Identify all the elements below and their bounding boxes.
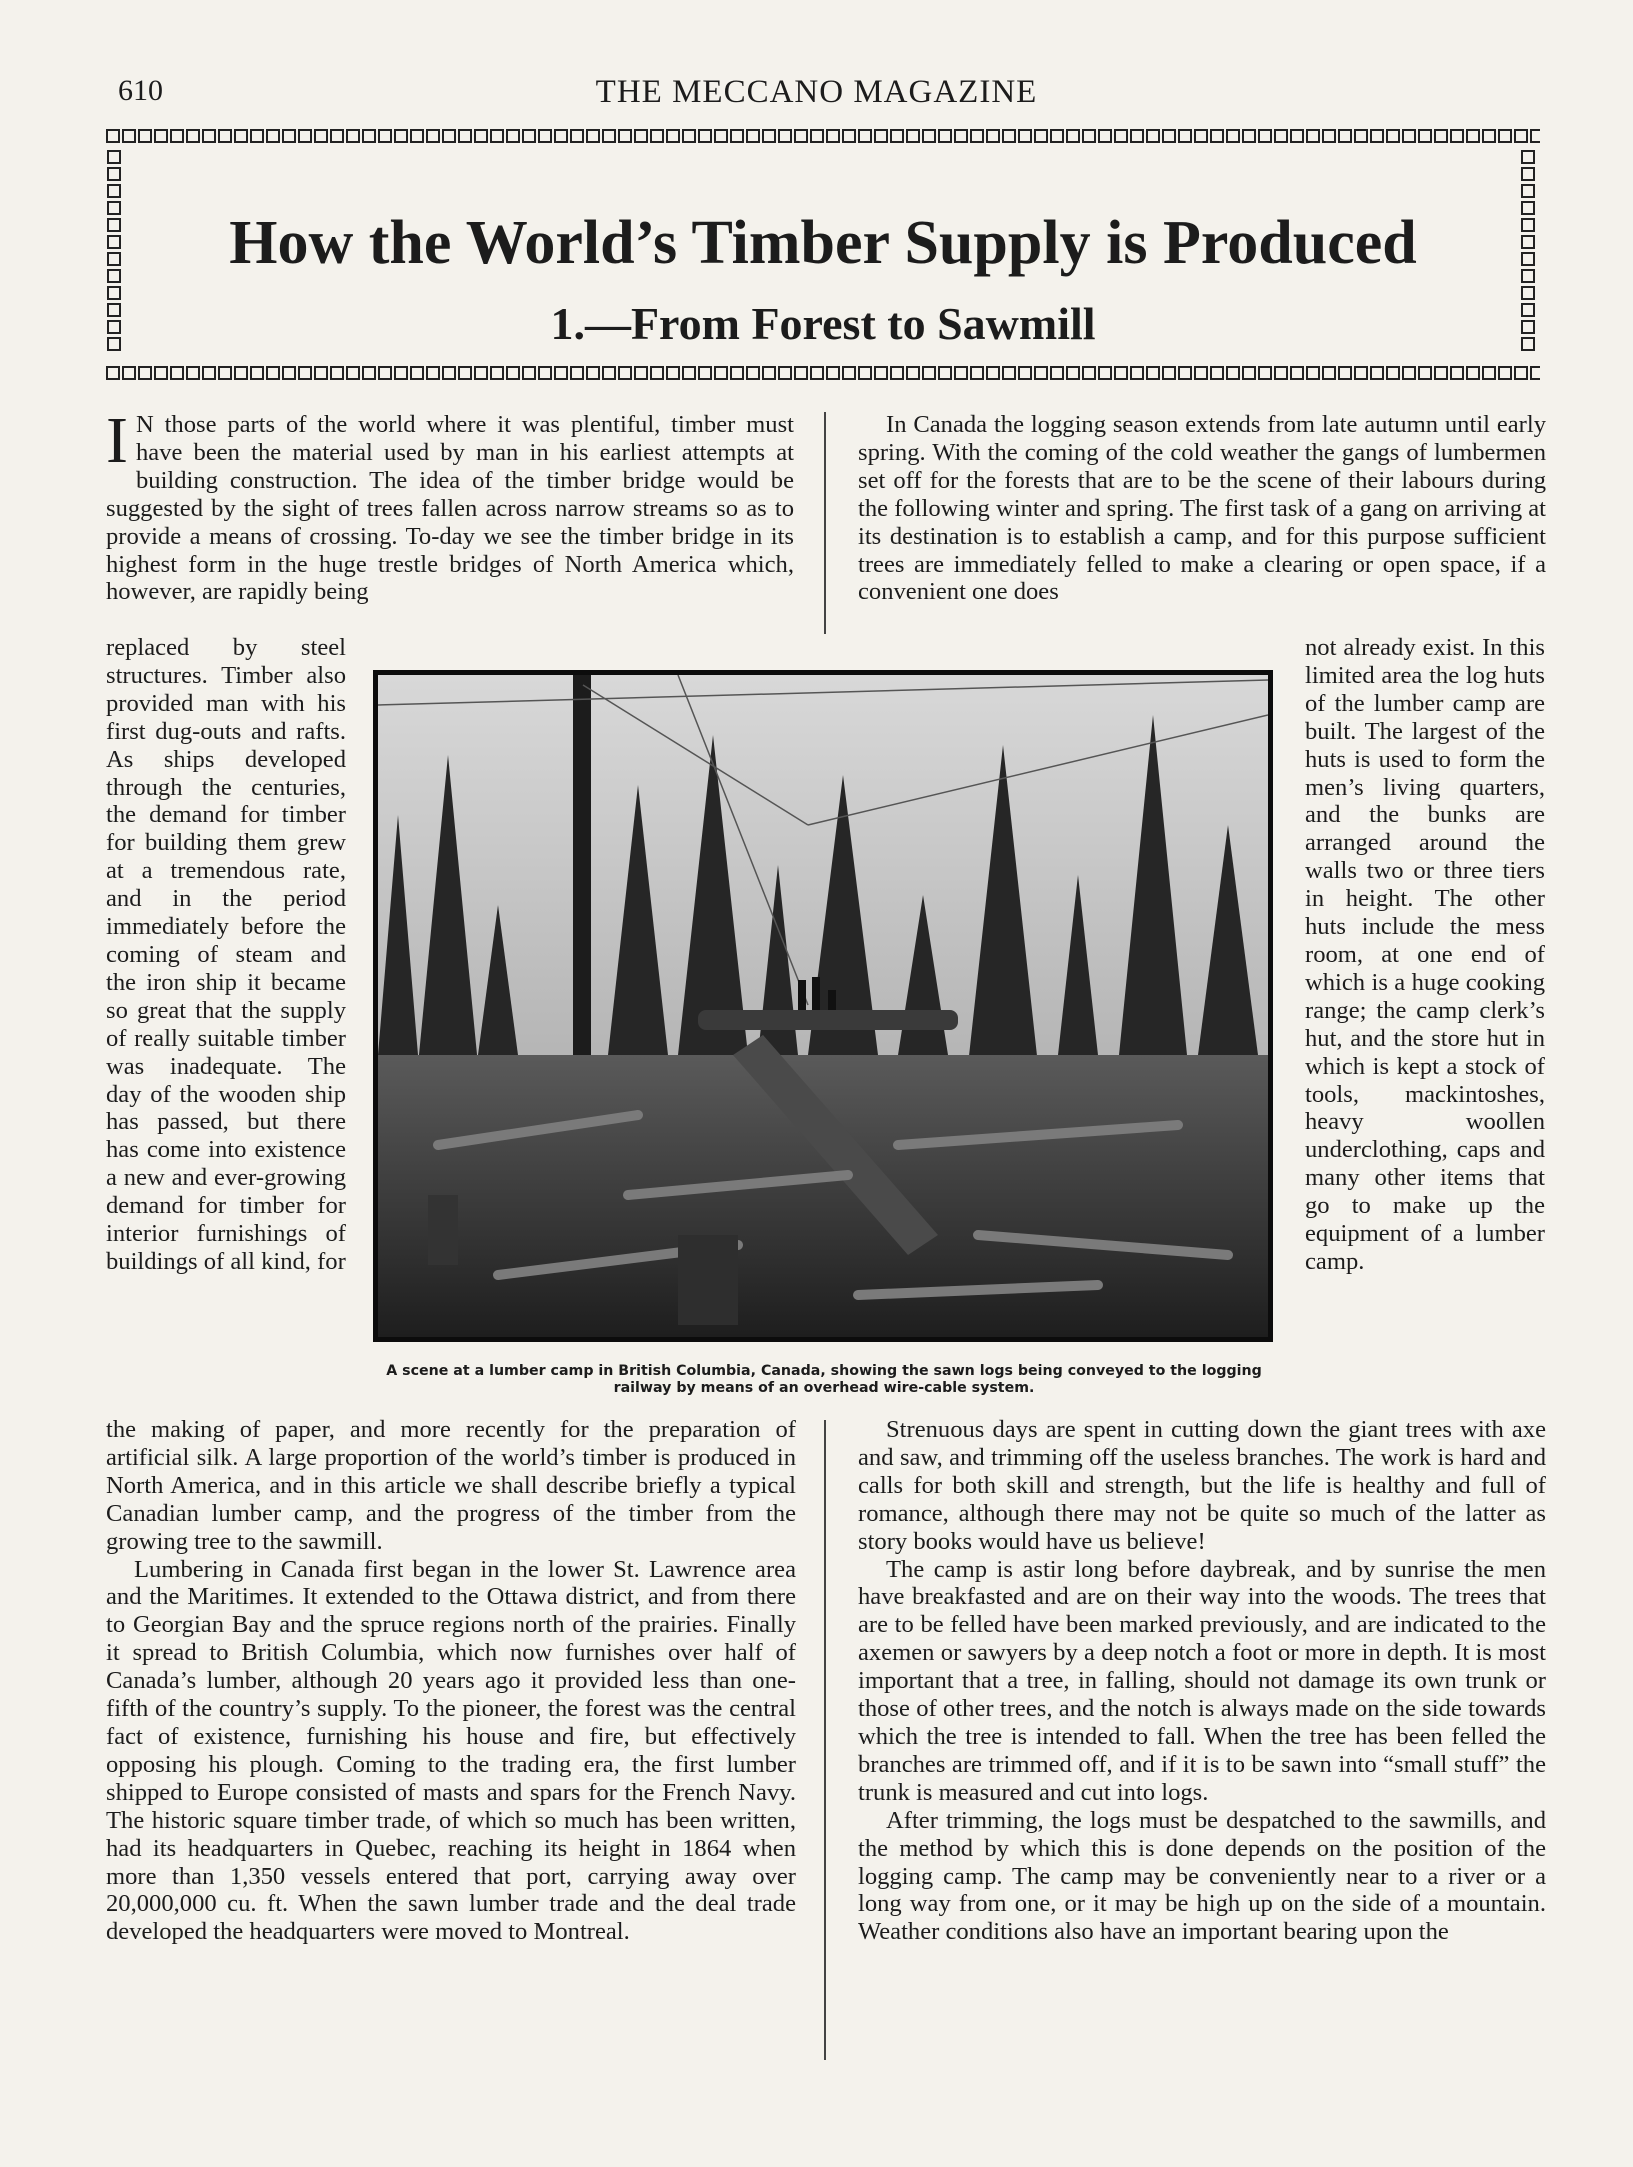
ornament-square [1194, 129, 1208, 143]
ornament-square [1290, 129, 1304, 143]
ornament-square [490, 366, 504, 380]
ornament-square [122, 129, 136, 143]
ornament-square [698, 129, 712, 143]
photo-illustration [378, 675, 1268, 1337]
ornament-square [618, 129, 632, 143]
paragraph: not already exist. In this limited area the log huts of the lumber camp are built. The largest of the huts is used to form the men’s living quarters, and the bunks are arranged around the walls two or three tiers in height. The other huts include the mess room, at one end of which is a huge cooking range; the camp clerk’s hut, and the store hut in which is kept a stock of tools, mackintoshes, heavy woollen underclothing, caps and many other items that go to make up the equipment of a lumber camp. [1305, 634, 1545, 1275]
ornament-square [714, 366, 728, 380]
paragraph: After trimming, the logs must be despatched to the sawmills, and the method by which this is done depends on the position of the logging camp. The camp may be conveniently near to a river or a long way from one, or it may be high up on the side of a mountain. Weather conditions also have an important bearing upon the [858, 1806, 1546, 1946]
ornament-square [1354, 129, 1368, 143]
ornament-square [842, 129, 856, 143]
ornament-square [282, 129, 296, 143]
ornament-square [938, 129, 952, 143]
ornament-square [1498, 129, 1512, 143]
ornament-square [1002, 129, 1016, 143]
ornament-square [410, 366, 424, 380]
ornament-square [1082, 366, 1096, 380]
ornament-square [1402, 129, 1416, 143]
ornament-square [1386, 366, 1400, 380]
ornament-square [650, 129, 664, 143]
ornament-square [538, 129, 552, 143]
ornament-square [107, 150, 121, 164]
ornament-square [202, 366, 216, 380]
ornament-square [586, 366, 600, 380]
ornament-square [1418, 366, 1432, 380]
ornament-square [218, 129, 232, 143]
ornament-square [1322, 366, 1336, 380]
ornament-square [1274, 366, 1288, 380]
ornament-square [858, 366, 872, 380]
ornament-square [1450, 129, 1464, 143]
right-column-narrow [1305, 634, 1545, 1276]
ornament-square [170, 129, 184, 143]
ornament-square [810, 366, 824, 380]
ornament-square [330, 129, 344, 143]
ornament-square [266, 366, 280, 380]
ornament-square [922, 129, 936, 143]
ornament-square [1370, 129, 1384, 143]
stump [678, 1235, 738, 1325]
ornament-square [682, 366, 696, 380]
ornament-square [1290, 366, 1304, 380]
ornament-square [458, 129, 472, 143]
ornament-square [1274, 129, 1288, 143]
ornament-square [1338, 366, 1352, 380]
ornament-square [1162, 129, 1176, 143]
ornament-square [762, 129, 776, 143]
ornament-square [554, 129, 568, 143]
ornament-square [122, 366, 136, 380]
ornament-square [922, 366, 936, 380]
ornament-square [1354, 366, 1368, 380]
ornament-square [602, 366, 616, 380]
right-column-top [858, 411, 1546, 606]
ornament-square [1498, 366, 1512, 380]
ornament-square [1306, 129, 1320, 143]
ornament-square [1130, 129, 1144, 143]
ornament-square [138, 366, 152, 380]
ornament-square [330, 366, 344, 380]
ornament-square [410, 129, 424, 143]
ornament-square [906, 366, 920, 380]
ornament-square [954, 129, 968, 143]
ornament-square [570, 366, 584, 380]
ornament-square [666, 366, 680, 380]
lumber-camp-photo [373, 670, 1273, 1342]
ornament-square [1521, 167, 1535, 181]
ornament-square [762, 366, 776, 380]
caption-line: railway by means of an overhead wire-cable system. [613, 1380, 1035, 1396]
ornament-square [970, 366, 984, 380]
ornament-square [1034, 129, 1048, 143]
ornament-square [778, 366, 792, 380]
article-subtitle: 1.—From Forest to Sawmill [550, 298, 1096, 349]
ornament-square [1034, 366, 1048, 380]
ornament-square [682, 129, 696, 143]
ornament-square [1434, 366, 1448, 380]
ornament-square [970, 129, 984, 143]
ornament-square [570, 129, 584, 143]
right-column-bottom [858, 1416, 1546, 1946]
ornament-square [218, 366, 232, 380]
ornament-square [522, 366, 536, 380]
ornament-square [1482, 366, 1496, 380]
ornament-square [986, 366, 1000, 380]
ornament-square [282, 366, 296, 380]
ornament-square [634, 129, 648, 143]
ornament-square [890, 366, 904, 380]
ornament-square [1258, 366, 1272, 380]
ornament-square [378, 129, 392, 143]
ornament-square [490, 129, 504, 143]
ornament-square [1162, 366, 1176, 380]
ornament-square [1370, 366, 1384, 380]
ornament-square [602, 129, 616, 143]
ornament-square [506, 366, 520, 380]
paragraph: Strenuous days are spent in cutting down the giant trees with axe and saw, and trimming off the useless branches. The work is hard and calls for both skill and strength, but the life is healthy and full of romance, although there may not be quite so much of the latter as story books would have us believe! [858, 1416, 1546, 1555]
ornament-square [986, 129, 1000, 143]
ornament-square [522, 129, 536, 143]
paragraph: replaced by steel structures. Timber also provided man with his first dug-outs and rafts. As ships developed through the centuries, the demand for timber for building them grew at a tremendous rate, and in the period immediately before the coming of steam and the iron ship it became so great that the supply of really suitable timber was inadequate. The day of the wooden ship has passed, but there has come into existence a new and ever-growing demand for timber for interior furnishings of buildings of all kind, for [106, 634, 346, 1275]
ornament-square [1098, 366, 1112, 380]
ornament-square [250, 366, 264, 380]
ornament-square [1146, 366, 1160, 380]
ornament-square [1434, 129, 1448, 143]
ornament-square [362, 129, 376, 143]
ornament-square [1258, 129, 1272, 143]
ornament-square [1466, 366, 1480, 380]
ornament-square [698, 366, 712, 380]
ornament-square [314, 129, 328, 143]
ornament-square [794, 129, 808, 143]
ornament-square [1018, 129, 1032, 143]
ornament-square [1514, 129, 1528, 143]
ornament-square [266, 129, 280, 143]
ornament-square [1226, 366, 1240, 380]
ornament-square [442, 366, 456, 380]
ornament-square [426, 129, 440, 143]
ornament-square [234, 366, 248, 380]
ornament-square [1066, 129, 1080, 143]
ornament-square [666, 129, 680, 143]
ornament-square [778, 129, 792, 143]
ornament-square [634, 366, 648, 380]
ornament-square [170, 366, 184, 380]
ornament-square [554, 366, 568, 380]
ornament-square [794, 366, 808, 380]
ornament-square [1530, 366, 1540, 380]
paragraph: Lumbering in Canada first began in the lower St. Lawrence area and the Maritimes. It extended to the Ottawa district, and from there to Georgian Bay and the spruce regions north of the prairies. Finally it spread to British Columbia, which now furnishes over half of Canada’s lumber, although 20 years ago it provided less than one-fifth of the country’s supply. To the pioneer, the forest was the central fact of existence, furnishing his house and fire, but effectively opposing his plough. Coming to the trading era, the first lumber shipped to Europe consisted of masts and spars for the French Navy. The historic square timber trade, of which so much has been written, had its headquarters in Quebec, reaching its height in 1864 when more than 1,350 vessels entered that port, carrying away over 20,000,000 cu. ft. When the sawn lumber trade and the deal trade developed the headquarters were moved to Montreal. [106, 1555, 796, 1946]
ornament-square [1178, 129, 1192, 143]
ornament-square [1146, 129, 1160, 143]
caption-line: A scene at a lumber camp in British Columbia, Canada, showing the sawn logs being conveyed to the logging [386, 1363, 1262, 1379]
ornament-square [1178, 366, 1192, 380]
ornament-square [618, 366, 632, 380]
ornament-square [938, 366, 952, 380]
ornament-square [1386, 129, 1400, 143]
ornament-square [1002, 366, 1016, 380]
ornament-square [346, 366, 360, 380]
ornament-square [394, 366, 408, 380]
ornament-square [474, 129, 488, 143]
ornament-square [250, 129, 264, 143]
ornament-square [650, 366, 664, 380]
paragraph: the making of paper, and more recently for the preparation of artificial silk. A large proportion of the world’s timber is produced in North America, and in this article we shall describe briefly a typical Canadian lumber camp, and the progress of the timber from the growing tree to the sawmill. [106, 1416, 796, 1555]
ornament-square [1418, 129, 1432, 143]
title-box [106, 128, 1540, 385]
photo-caption [372, 1363, 1276, 1397]
paragraph: The camp is astir long before daybreak, and by sunrise the men have breakfasted and are on their way into the woods. The trees that are to be felled have been marked previously, and are indicated to the axemen or sawyers by a deep notch a foot or more in depth. It is most important that a tree, in falling, should not damage its own trunk or those of other trees, and the notch is always made on the side towards which the tree is intended to fall. When the tree has been felled the branches are trimmed off, and if it is to be sawn into “small stuff” the trunk is measured and cut into logs. [858, 1555, 1546, 1806]
ornament-square [458, 366, 472, 380]
ornament-square [746, 129, 760, 143]
ornament-square [874, 366, 888, 380]
ornament-square [1050, 129, 1064, 143]
ornament-square [107, 184, 121, 198]
ornament-square [442, 129, 456, 143]
ornament-square [1482, 129, 1496, 143]
ornament-square [586, 129, 600, 143]
ornament-square [234, 129, 248, 143]
ornament-square [1450, 366, 1464, 380]
paragraph: In Canada the logging season extends from late autumn until early spring. With the coming of the cold weather the gangs of lumbermen set off for the forests that are to be the scene of their labours during the following winter and spring. The first task of a gang on arriving at its destination is to establish a camp, and for this purpose sufficient trees are immediately felled to make a clearing or open space, if a convenient one does [858, 411, 1547, 606]
ornament-square [138, 129, 152, 143]
ornament-square [394, 129, 408, 143]
ornament-square [1114, 366, 1128, 380]
ornament-square [1210, 366, 1224, 380]
ornament-square [1130, 366, 1144, 380]
ornament-square [1082, 129, 1096, 143]
ornament-square [154, 129, 168, 143]
ornament-square [730, 366, 744, 380]
ornament-square [1018, 366, 1032, 380]
ornament-square [298, 366, 312, 380]
ornament-square [426, 366, 440, 380]
ornament-square [730, 129, 744, 143]
ornament-square [506, 129, 520, 143]
magazine-title: THE MECCANO MAGAZINE [595, 74, 1038, 110]
ornament-square [858, 129, 872, 143]
ornament-square [298, 129, 312, 143]
ornament-square [106, 129, 120, 143]
ornament-square [1242, 129, 1256, 143]
ornament-square [314, 366, 328, 380]
left-column-narrow [106, 634, 346, 1276]
ornament-square [1530, 129, 1540, 143]
ornament-border-top [106, 128, 1540, 148]
ornament-square [1322, 129, 1336, 143]
ornament-square [1521, 150, 1535, 164]
article-title: How the World’s Timber Supply is Produced [229, 209, 1417, 277]
ornament-square [1210, 129, 1224, 143]
ornament-square [1402, 366, 1416, 380]
ornament-square [1242, 366, 1256, 380]
ornament-square [1521, 184, 1535, 198]
ornament-square [474, 366, 488, 380]
column-divider [824, 1420, 826, 2060]
left-column-top [106, 404, 794, 606]
page-header [0, 74, 1633, 114]
ornament-square [378, 366, 392, 380]
ornament-border-bottom [106, 365, 1540, 385]
ornament-square [1050, 366, 1064, 380]
ornament-square [202, 129, 216, 143]
ornament-square [154, 366, 168, 380]
ornament-square [1226, 129, 1240, 143]
ornament-square [1338, 129, 1352, 143]
ornament-square [538, 366, 552, 380]
ornament-square [1466, 129, 1480, 143]
suspended-log [698, 1010, 958, 1030]
ornament-square [107, 167, 121, 181]
ornament-square [186, 129, 200, 143]
ornament-square [1114, 129, 1128, 143]
stump [428, 1195, 458, 1265]
page-number: 610 [118, 74, 163, 107]
ornament-square [906, 129, 920, 143]
ornament-square [810, 129, 824, 143]
ornament-square [874, 129, 888, 143]
ornament-square [842, 366, 856, 380]
left-column-bottom [106, 1416, 796, 1946]
ornament-square [714, 129, 728, 143]
ornament-square [826, 129, 840, 143]
ornament-square [1098, 129, 1112, 143]
ornament-square [890, 129, 904, 143]
ornament-square [1066, 366, 1080, 380]
ornament-square [1194, 366, 1208, 380]
ornament-square [954, 366, 968, 380]
paragraph: N those parts of the world where it was plentiful, timber must have been the material used by man in his earliest attempts at building construction. The idea of the timber bridge would be suggested by the sight of trees fallen across narrow streams so as to provide a means of crossing. To-day we see the timber bridge in its highest form in the huge trestle bridges of North America which, however, are rapidly being [106, 411, 794, 606]
ornament-square [346, 129, 360, 143]
column-divider [824, 412, 826, 634]
ornament-square [186, 366, 200, 380]
ornament-square [826, 366, 840, 380]
ornament-square [746, 366, 760, 380]
drop-cap: I [106, 404, 128, 477]
ornament-square [362, 366, 376, 380]
ornament-square [1306, 366, 1320, 380]
ornament-square [106, 366, 120, 380]
ornament-square [1514, 366, 1528, 380]
